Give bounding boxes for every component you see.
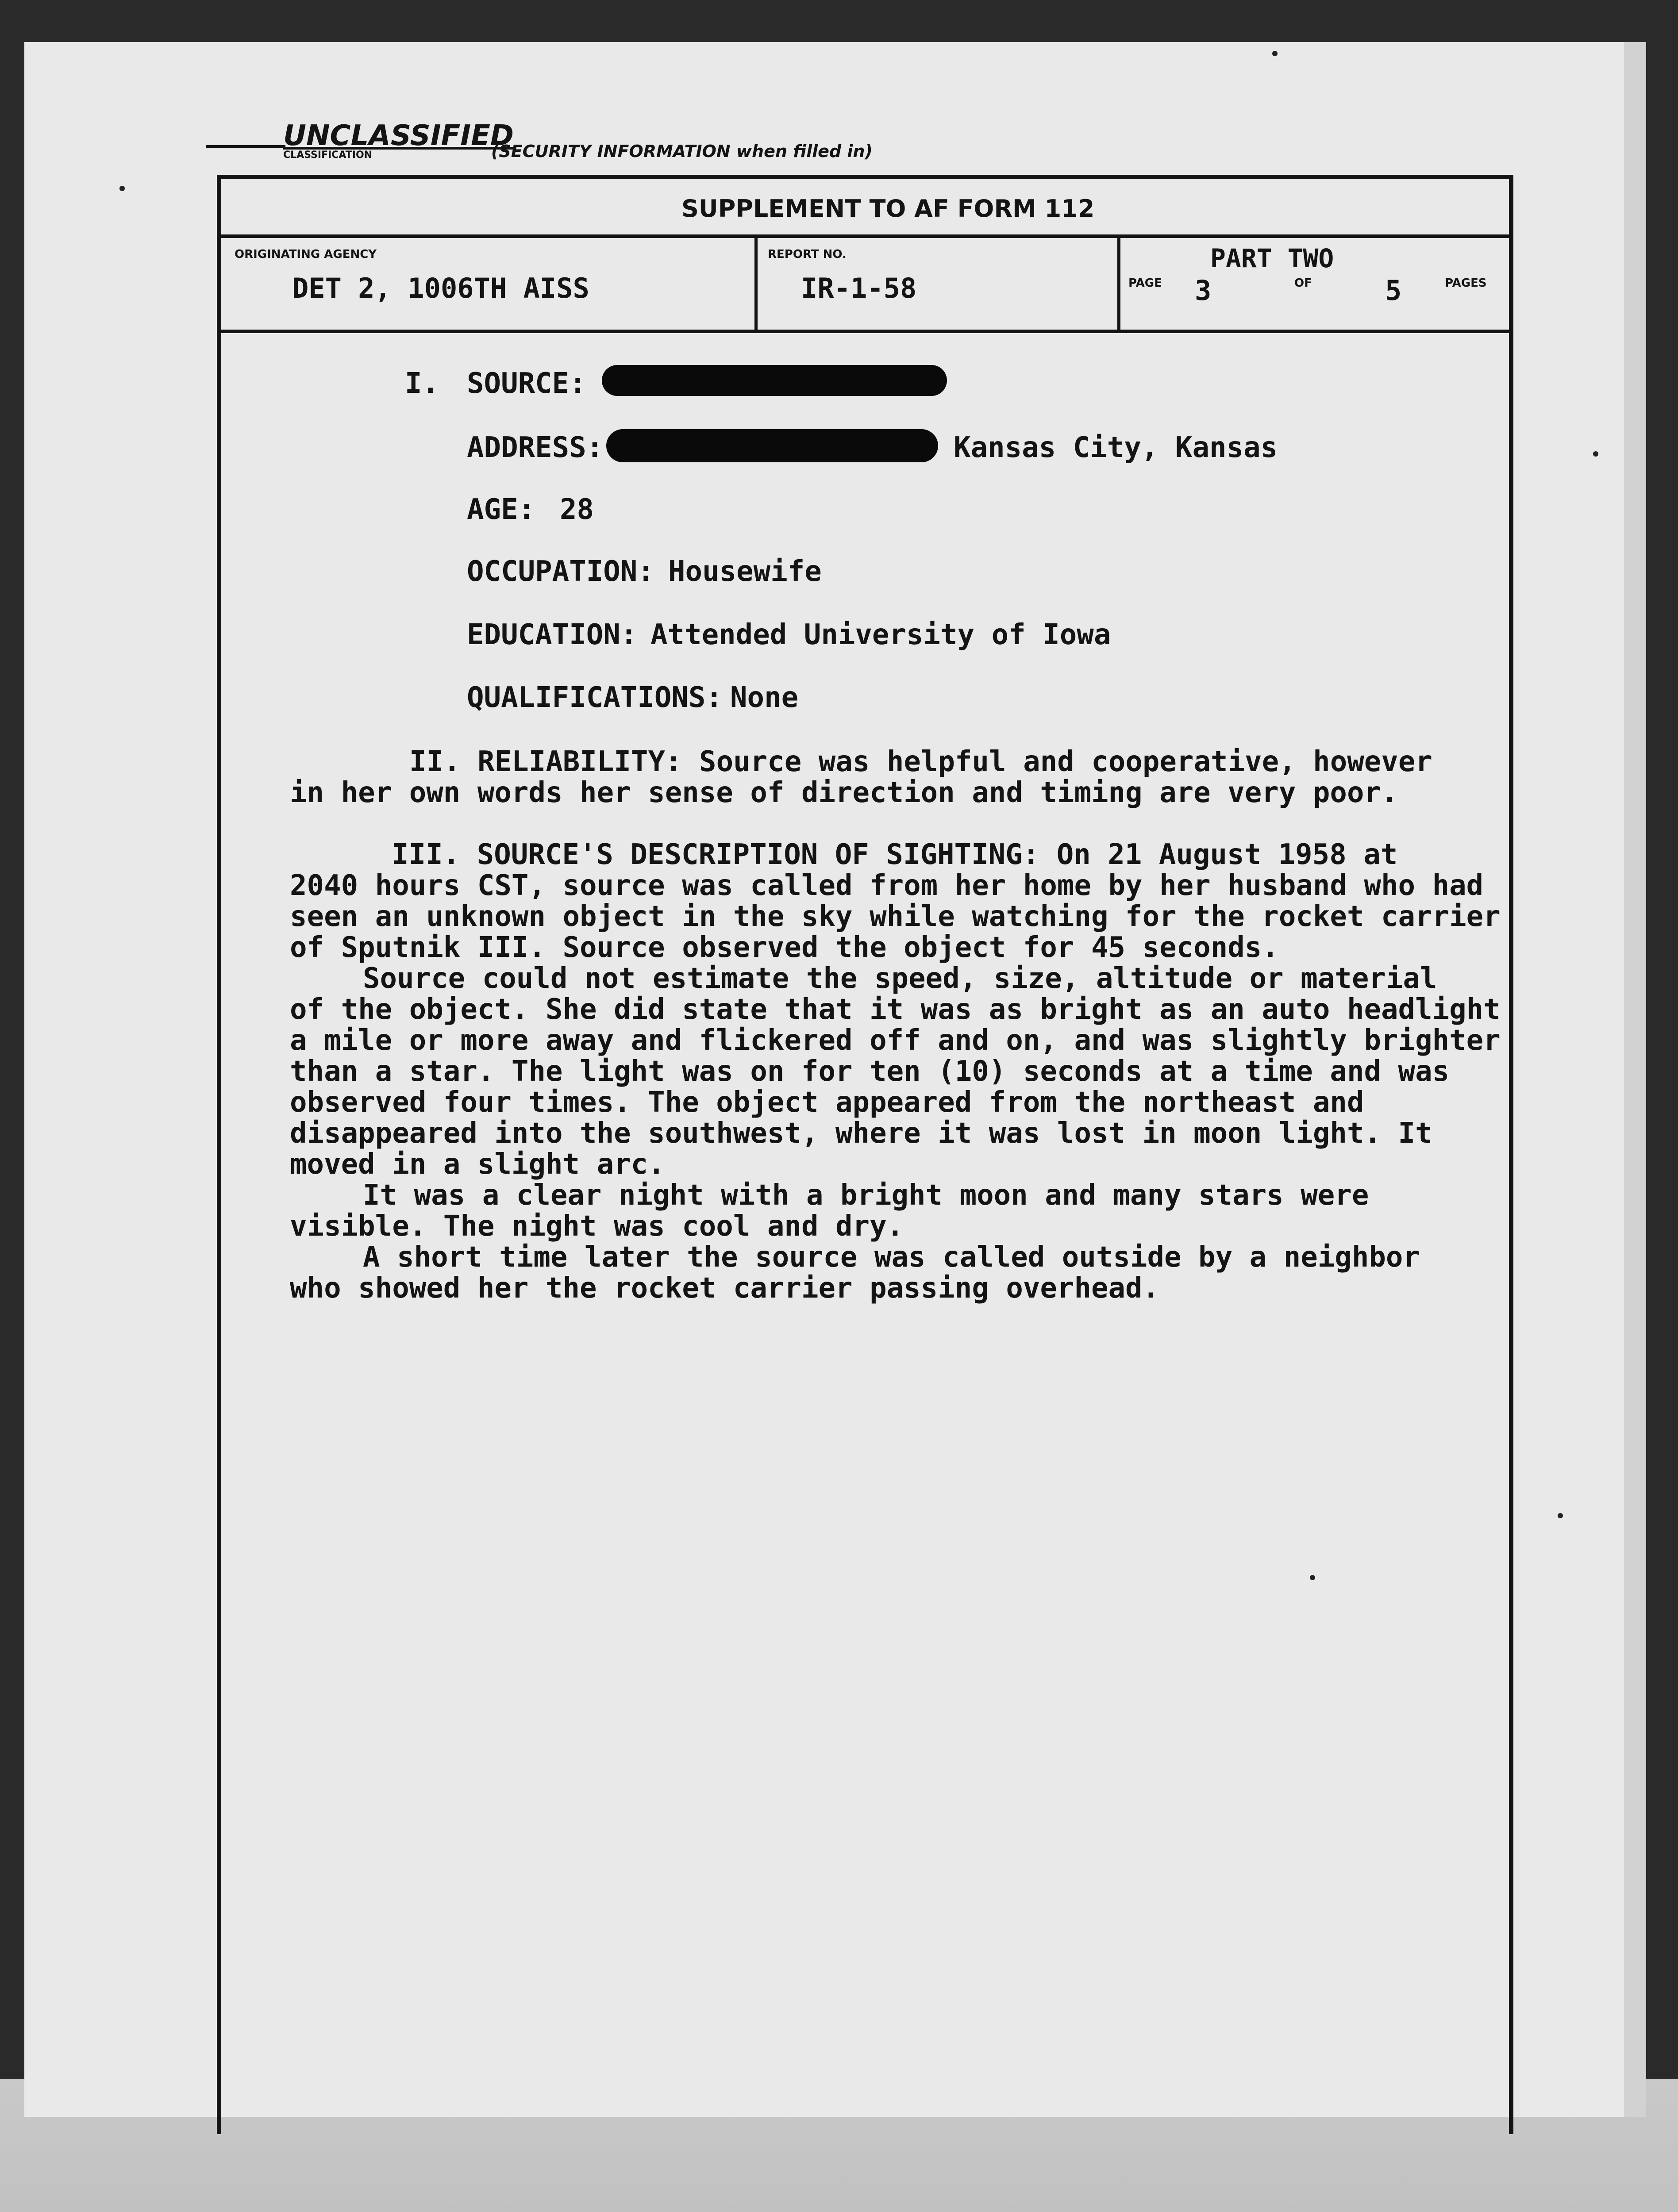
address-redaction: [606, 429, 938, 462]
classification-caption: CLASSIFICATION: [283, 150, 373, 161]
scan-speck: [119, 186, 125, 191]
body-line: of Sputnik III. Source observed the object for 45 seconds.: [290, 931, 1279, 964]
qualifications-value: None: [730, 681, 799, 714]
scan-speck: [1558, 1513, 1563, 1518]
report-no-value: IR-1-58: [801, 272, 917, 304]
body-line: in her own words her sense of direction and timing are very poor.: [290, 776, 1398, 809]
age-label: AGE:: [467, 493, 535, 526]
body-line: moved in a slight arc.: [290, 1148, 665, 1181]
body-line: of the object. She did state that it was as bright as an auto headlight: [290, 993, 1501, 1026]
body-line: It was a clear night with a bright moon and many stars were: [363, 1179, 1369, 1212]
classification-rule: [206, 145, 285, 148]
body-line: Source could not estimate the speed, size, altitude or material: [363, 962, 1437, 995]
body-line: a mile or more away and flickered off and on, and was slightly brighter: [290, 1024, 1501, 1057]
scan-speck: [1593, 451, 1598, 457]
cell-divider-1: [754, 237, 758, 332]
part-label: PART TWO: [1210, 243, 1334, 273]
of-label: OF: [1294, 276, 1312, 290]
education-value: Attended University of Iowa: [650, 618, 1111, 651]
report-no-label: REPORT NO.: [768, 248, 847, 261]
page-number: 3: [1195, 274, 1212, 307]
originating-agency-label: ORIGINATING AGENCY: [235, 248, 377, 261]
source-redaction: [602, 365, 947, 396]
pages-label: PAGES: [1445, 276, 1487, 290]
address-city: Kansas City, Kansas: [954, 431, 1278, 464]
section-numeral-i: I.: [405, 367, 439, 400]
body-line: observed four times. The object appeared from the northeast and: [290, 1086, 1364, 1119]
total-pages: 5: [1385, 274, 1402, 307]
body-line: seen an unknown object in the sky while watching for the rocket carrier: [290, 900, 1501, 933]
occupation-label: OCCUPATION:: [467, 555, 654, 588]
sheet-edge: [1624, 42, 1646, 2117]
scan-speck: [1310, 1575, 1315, 1580]
body-line: A short time later the source was called outside by a neighbor: [363, 1241, 1420, 1274]
body-line: than a star. The light was on for ten (10) seconds at a time and was: [290, 1055, 1450, 1088]
body-line: 2040 hours CST, source was called from her home by her husband who had: [290, 869, 1484, 902]
body-line: visible. The night was cool and dry.: [290, 1210, 904, 1243]
security-note: (SECURITY INFORMATION when filled in): [491, 142, 873, 161]
education-label: EDUCATION:: [467, 618, 638, 651]
cell-divider-2: [1117, 237, 1120, 332]
page-label: PAGE: [1128, 276, 1162, 290]
originating-agency-value: DET 2, 1006TH AISS: [292, 272, 589, 304]
body-line: II. RELIABILITY: Source was helpful and cooperative, however: [409, 745, 1432, 778]
scan-speck: [1272, 51, 1278, 56]
form-title: SUPPLEMENT TO AF FORM 112: [681, 195, 1095, 223]
source-label: SOURCE:: [467, 367, 586, 400]
header-divider: [217, 330, 1513, 333]
body-line: disappeared into the southwest, where it was lost in moon light. It: [290, 1117, 1432, 1150]
classification-stamp: UNCLASSIFIED: [283, 119, 514, 152]
title-divider: [217, 234, 1513, 238]
qualifications-label: QUALIFICATIONS:: [467, 681, 723, 714]
occupation-value: Housewife: [668, 555, 822, 588]
age-value: 28: [560, 493, 594, 526]
address-label: ADDRESS:: [467, 431, 604, 464]
body-line: III. SOURCE'S DESCRIPTION OF SIGHTING: On 21 August 1958 at: [392, 838, 1398, 871]
body-line: who showed her the rocket carrier passing overhead.: [290, 1272, 1160, 1305]
